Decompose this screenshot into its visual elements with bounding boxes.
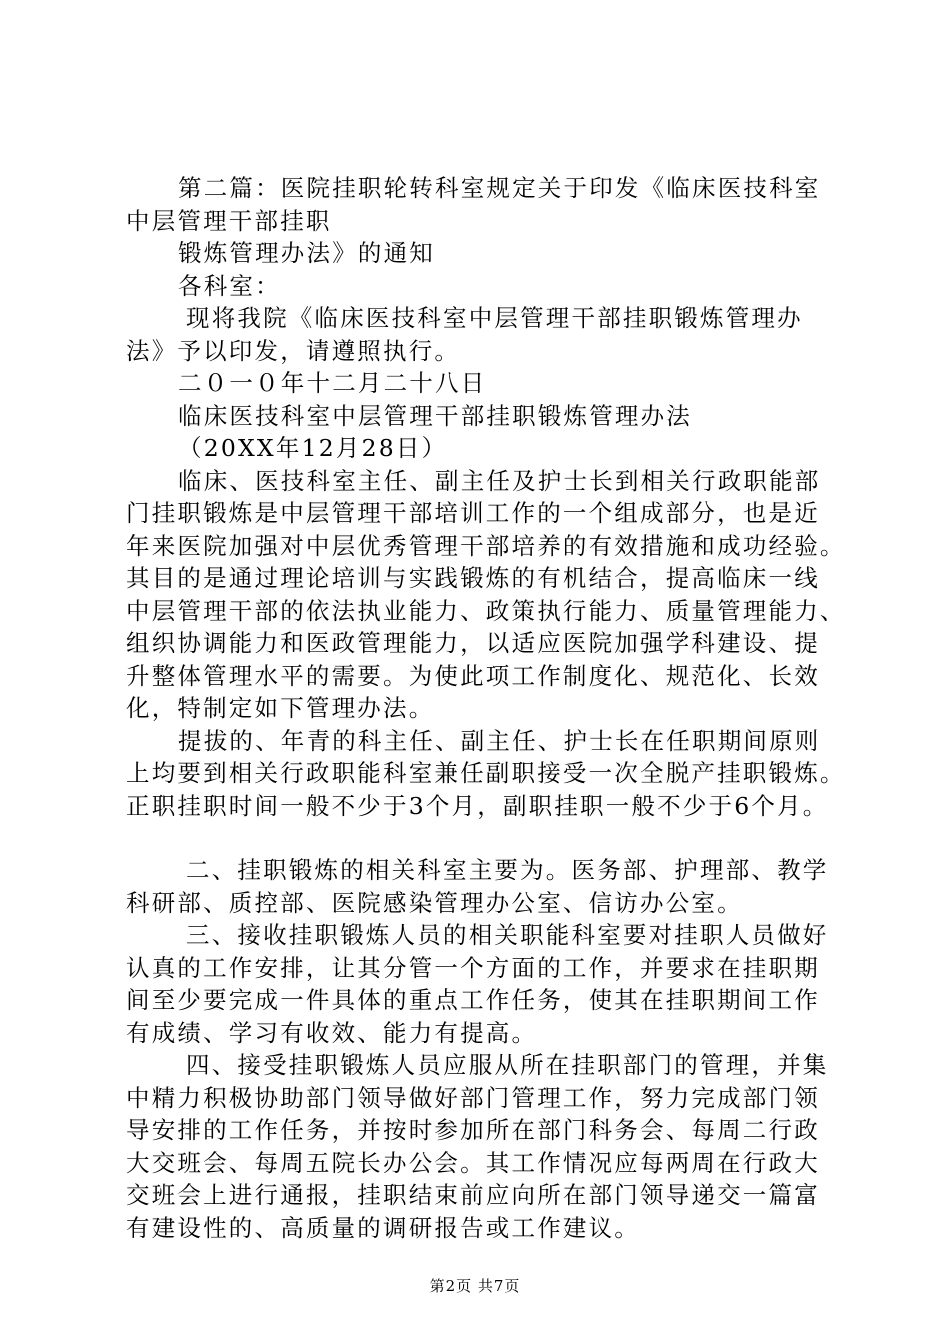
document-body <box>126 172 846 1244</box>
title-line-3: 锻炼管理办法》的通知 <box>178 239 435 267</box>
paragraph-5-line-5: 交班会上进行通报，挂职结束前应向所在部门领导递交一篇富 <box>126 1181 820 1209</box>
paragraph-5-line-4: 大交班会、每周五院长办公会。其工作情况应每两周在行政大 <box>126 1148 820 1177</box>
paragraph-3-line-2: 科研部、质控部、医院感染管理办公室、信访办公室。 <box>126 888 743 917</box>
notice-line-2: 法》予以印发，请遵照执行。 <box>126 336 461 365</box>
paragraph-2-line-1: 提拔的、年青的科主任、副主任、护士长在任职期间原则 <box>178 726 821 755</box>
paragraph-5-line-6: 有建设性的、高质量的调研报告或工作建议。 <box>126 1213 640 1242</box>
paragraph-5-line-2: 中精力积极协助部门领导做好部门管理工作，努力完成部门领 <box>126 1083 820 1112</box>
title-line-1: 第二篇：医院挂职轮转科室规定关于印发《临床医技科室 <box>178 174 821 202</box>
notice-date: 二０一０年十二月二十八日 <box>178 369 487 397</box>
regulation-title: 临床医技科室中层管理干部挂职锻炼管理办法 <box>178 401 692 430</box>
paragraph-5-line-3: 导安排的工作任务，并按时参加所在部门科务会、每周二行政 <box>126 1116 820 1144</box>
paragraph-1-line-7: 升整体管理水平的需要。为使此项工作制度化、规范化、长效 <box>126 661 820 690</box>
paragraph-2-line-3: 正职挂职时间一般不少于3个月，副职挂职一般不少于6个月。 <box>126 791 829 820</box>
paragraph-1-line-5: 中层管理干部的依法执业能力、政策执行能力、质量管理能力、 <box>126 596 846 625</box>
notice-line-1: 现将我院《临床医技科室中层管理干部挂职锻炼管理办 <box>186 304 803 332</box>
paragraph-1-line-4: 其目的是通过理论培训与实践锻炼的有机结合，提高临床一线 <box>126 564 820 592</box>
paragraph-4-line-3: 间至少要完成一件具体的重点工作任务，使其在挂职期间工作 <box>126 986 820 1014</box>
paragraph-1-line-3: 年来医院加强对中层优秀管理干部培养的有效措施和成功经验。 <box>126 531 846 560</box>
paragraph-2-line-2: 上均要到相关行政职能科室兼任副职接受一次全脱产挂职锻炼。 <box>126 759 846 787</box>
paragraph-spacer <box>126 822 836 854</box>
paragraph-1-line-6: 组织协调能力和医政管理能力，以适应医院加强学科建设、提 <box>126 629 820 657</box>
paragraph-3-line-1: 二、挂职锻炼的相关科室主要为。医务部、护理部、教学 <box>186 856 829 884</box>
paragraph-1-line-2: 门挂职锻炼是中层管理干部培训工作的一个组成部分，也是近 <box>126 499 820 527</box>
title-line-2: 中层管理干部挂职 <box>126 206 332 235</box>
regulation-date: （20XX年12月28日） <box>178 434 448 462</box>
page-footer: 第2页 共7页 <box>429 1277 521 1295</box>
paragraph-1-line-1: 临床、医技科室主任、副主任及护士长到相关行政职能部 <box>178 466 821 495</box>
paragraph-5-line-1: 四、接受挂职锻炼人员应服从所在挂职部门的管理，并集 <box>186 1051 829 1079</box>
paragraph-4-line-4: 有成绩、学习有收效、能力有提高。 <box>126 1018 538 1047</box>
paragraph-4-line-1: 三、接收挂职锻炼人员的相关职能科室要对挂职人员做好 <box>186 921 829 949</box>
paragraph-1-line-8: 化，特制定如下管理办法。 <box>126 694 435 722</box>
salutation: 各科室： <box>178 271 281 300</box>
paragraph-4-line-2: 认真的工作安排，让其分管一个方面的工作，并要求在挂职期 <box>126 953 820 982</box>
